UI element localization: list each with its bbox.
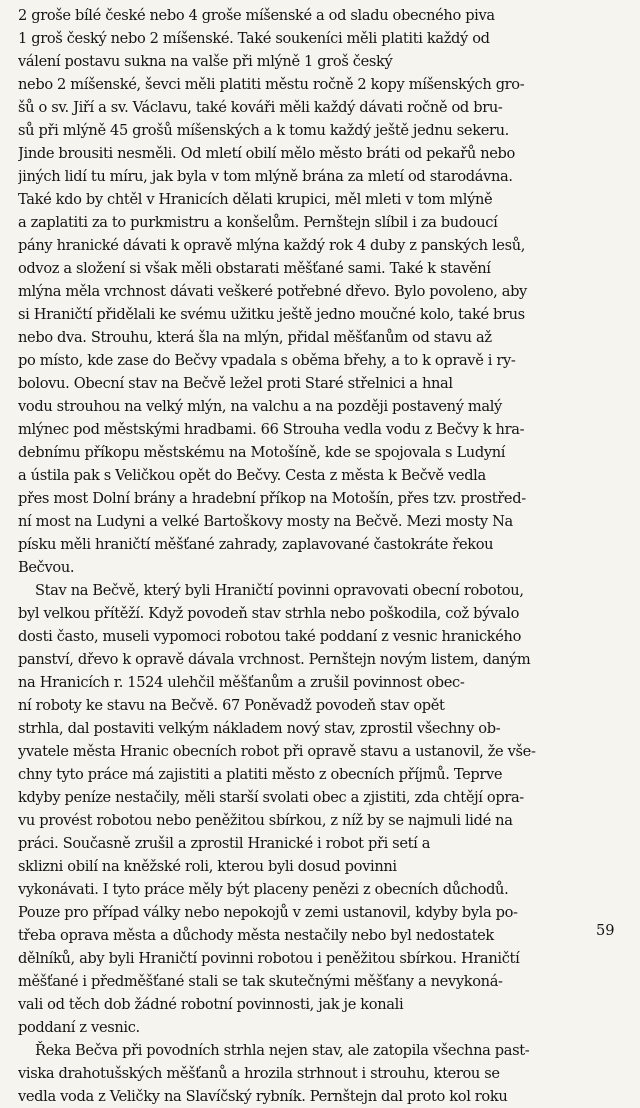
- text-line: odvoz a složení si však měli obstarati měšťané sami. Také k stavění: [18, 260, 491, 277]
- body-text: [18, 4, 628, 1108]
- page-number: 59: [596, 922, 615, 939]
- text-line: byl velkou přítěží. Když povodeň stav strhla nebo poškodila, což bývalo: [18, 605, 520, 622]
- text-line: vedla voda z Veličky na Slavíčský rybník. Pernštejn dal proto kol roku: [18, 1088, 508, 1105]
- text-line: strhla, dal postaviti velkým nákladem nový stav, zprostil všechny ob-: [18, 720, 501, 737]
- text-line: ní roboty ke stavu na Bečvě. 67 Poněvadž povodeň stav opět: [18, 697, 445, 714]
- text-line: chny tyto práce má zajistiti a platiti město z obecních příjmů. Teprve: [18, 766, 503, 783]
- text-line: kdyby peníze nestačily, měli starší svolati obec a zjistiti, zda chtějí opra-: [18, 789, 524, 806]
- text-line: viska drahotušských měšťanů a hrozila strhnout i strouhu, kterou se: [18, 1065, 500, 1082]
- text-line: Bečvou.: [18, 559, 75, 576]
- text-line: Jinde brousiti nesměli. Od mletí obilí mělo město bráti od pekařů nebo: [18, 145, 515, 162]
- text-line: bolovu. Obecní stav na Bečvě ležel proti Staré střelnici a hnal: [18, 375, 453, 392]
- text-line: šů o sv. Jiří a sv. Václavu, také kováři měli každý dávati ročně od bru-: [18, 99, 503, 116]
- text-line: sů při mlýně 45 grošů míšenských a k tomu každý ještě jednu sekeru.: [18, 122, 509, 139]
- text-line: a ústila pak s Veličkou opět do Bečvy. Cesta z města k Bečvě vedla: [18, 467, 486, 484]
- text-line: vykonávati. I tyto práce měly být placeny penězi z obecních důchodů.: [18, 881, 509, 898]
- text-line: válení postavu sukna na valše při mlýně 1 groš český: [18, 53, 393, 70]
- text-line: na Hranicích r. 1524 ulehčil měšťanům a zrušil povinnost obec-: [18, 674, 465, 691]
- text-line: dosti často, museli vypomoci robotou také poddaní z vesnic hranického: [18, 628, 522, 645]
- text-line: třeba oprava města a důchody města nestačily nebo byl nedostatek: [18, 927, 494, 944]
- text-line: vali od těch dob žádné robotní povinnosti, jak je konali: [18, 996, 404, 1013]
- text-line: přes most Dolní brány a hradební příkop na Motošín, přes tzv. prostřed-: [18, 490, 526, 507]
- paragraph-start-line: Řeka Bečva při povodních strhla nejen stav, ale zatopila všechna past-: [35, 1042, 530, 1059]
- text-line: vu provést robotou nebo peněžitou sbírkou, z níž by se najmuli lidé na: [18, 812, 513, 829]
- text-line: vodu strouhou na velký mlýn, na valchu a na později postavený malý: [18, 398, 502, 415]
- text-line: nebo dva. Strouhu, která šla na mlýn, přidal měšťanům od stavu až: [18, 329, 492, 346]
- text-line: nebo 2 míšenské, ševci měli platiti městu ročně 2 kopy míšenských gro-: [18, 76, 525, 93]
- text-line: dělníků, aby byli Hraničtí povinni robotou i peněžitou sbírkou. Hraničtí: [18, 950, 520, 967]
- text-line: po místo, kde zase do Bečvy vpadala s oběma břehy, a to k opravě i ry-: [18, 352, 516, 369]
- text-line: Pouze pro případ války nebo nepokojů v zemi ustanovil, kdyby byla po-: [18, 904, 518, 921]
- text-line: poddaní z vesnic.: [18, 1019, 140, 1036]
- text-line: písku měli hraničtí měšťané zahrady, zaplavované častokráte řekou: [18, 536, 494, 553]
- text-line: sklizni obilí na kněžské roli, kterou byli dosud povinni: [18, 858, 397, 875]
- text-line: a zaplatiti za to purkmistru a konšelům. Pernštejn slíbil i za budoucí: [18, 214, 498, 231]
- text-line: Také kdo by chtěl v Hranicích dělati krupici, měl mleti v tom mlýně: [18, 191, 493, 208]
- text-line: panství, dřevo k opravě dávala vrchnost. Pernštejn novým listem, daným: [18, 651, 531, 668]
- text-line: 1 groš český nebo 2 míšenské. Také soukeníci měli platiti každý od: [18, 30, 490, 47]
- text-line: měšťané i předměšťané stali se tak skutečnými měšťany a nevykoná-: [18, 973, 503, 990]
- text-line: pány hranické dávati k opravě mlýna každý rok 4 duby z panských lesů,: [18, 237, 526, 254]
- text-line: mlýna měla vrchnost dávati veškeré potřebné dřevo. Bylo povoleno, aby: [18, 283, 527, 300]
- text-line: ní most na Ludyni a velké Bartoškovy mosty na Bečvě. Mezi mosty Na: [18, 513, 513, 530]
- text-line: jiných lidí tu míru, jak byla v tom mlýně brána za mletí od starodávna.: [18, 168, 513, 185]
- text-line: yvatele města Hranic obecních robot při opravě stavu a ustanovil, že vše-: [18, 743, 536, 760]
- text-line: debnímu příkopu městskému na Motošíně, kde se spojovala s Ludyní: [18, 444, 506, 461]
- paragraph-start-line: Stav na Bečvě, který byli Hraničtí povinni opravovati obecní robotou,: [35, 582, 524, 599]
- text-line: si Hraničtí přidělali ke svému užitku ještě jedno moučné kolo, také brus: [18, 306, 525, 323]
- text-line: 2 groše bílé české nebo 4 groše míšenské a od sladu obecného piva: [18, 7, 495, 24]
- text-line: mlýnec pod městskými hradbami. 66 Strouha vedla vodu z Bečvy k hra-: [18, 421, 525, 438]
- text-line: práci. Současně zrušil a zprostil Hranické i robot při setí a: [18, 835, 431, 852]
